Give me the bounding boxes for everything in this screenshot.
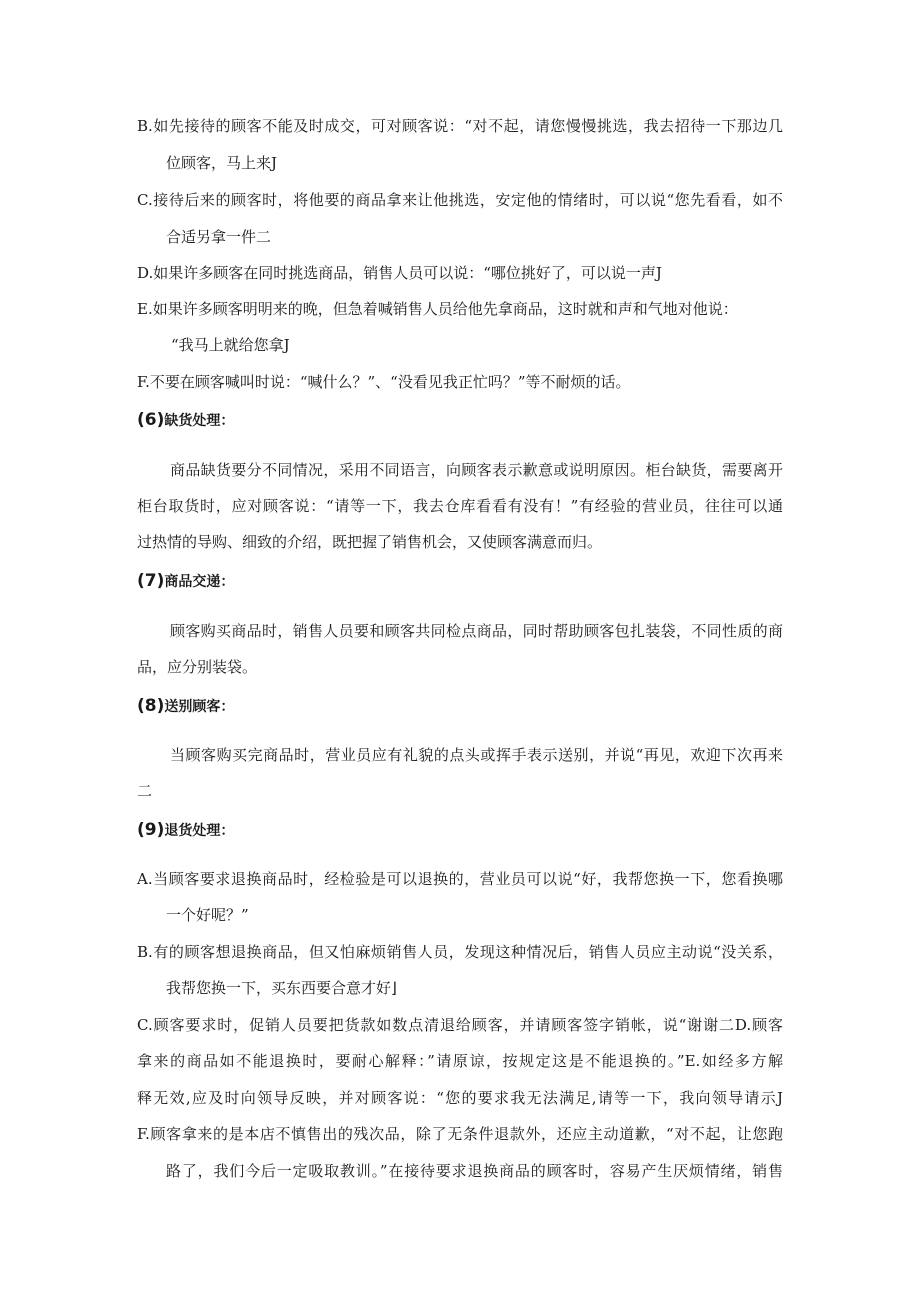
heading-7 <box>137 570 234 593</box>
para-8-line-2: 二 <box>137 782 153 800</box>
para-8-line-1: 当顾客购买完商品时，营业员应有礼貌的点头或挥手表示送别，并说“再见，欢迎下次再来 <box>170 746 783 764</box>
item-b9-line-1: B.有的顾客想退换商品，但又怕麻烦销售人员，发现这种情况后，销售人员应主动说“没关系， <box>137 943 783 961</box>
item-c-line-1: C.接待后来的顾客时，将他要的商品拿来让他挑选，安定他的情绪时，可以说“您先看看，如不 <box>137 191 783 209</box>
item-f-line-1: F.不要在顾客喊叫时说：“喊什么？”、“没看见我正忙吗？”等不耐烦的话。 <box>137 373 631 391</box>
para-6-line-3: 过热情的导购、细致的介绍，既把握了销售机会，又使顾客满意而归。 <box>137 533 603 551</box>
para-6-line-1: 商品缺货要分不同情况，采用不同语言，向顾客表示歉意或说明原因。柜台缺货，需要离开 <box>170 461 783 479</box>
heading-9 <box>137 819 234 842</box>
heading-6-number: (6) <box>137 410 165 430</box>
item-c9-line-1: C.顾客要求时，促销人员要把货款如数点清退给顾客，并请顾客签字销帐，说“谢谢二D.顾客 <box>137 1016 783 1034</box>
heading-9-number: (9) <box>137 820 165 840</box>
heading-8-number: (8) <box>137 696 165 716</box>
heading-8-title: 送别顾客： <box>164 699 235 715</box>
para-7-line-2: 品，应分别装袋。 <box>137 658 258 676</box>
item-c-line-2: 合适另拿一件二 <box>166 228 272 246</box>
heading-9-title: 退货处理： <box>164 823 235 839</box>
para-6-line-2: 柜台取货时，应对顾客说：“请等一下，我去仓库看看有没有！”有经验的营业员，往往可以通 <box>137 497 783 515</box>
item-f9-line-1: F.顾客拿来的是本店不慎售出的残次品，除了无条件退款外，还应主动道歉，“对不起，让您跑 <box>137 1125 783 1143</box>
item-a9-line-1: A.当顾客要求退换商品时，经检验是可以退换的，营业员可以说“好，我帮您换一下，您看换哪 <box>137 870 783 888</box>
heading-8 <box>137 695 234 718</box>
item-f9-line-2: 路了，我们今后一定吸取教训。”在接待要求退换商品的顾客时，容易产生厌烦情绪，销售 <box>166 1162 783 1180</box>
item-b-line-1: B.如先接待的顾客不能及时成交，可对顾客说：“对不起，请您慢慢挑选，我去招待一下那边几 <box>137 117 783 135</box>
item-c9-line-3: 释无效,应及时向领导反映，并对顾客说：“您的要求我无法满足,请等一下，我向领导请示J <box>137 1089 783 1107</box>
para-7-line-1: 顾客购买商品时，销售人员要和顾客共同检点商品，同时帮助顾客包扎装袋，不同性质的商 <box>170 622 783 640</box>
item-a9-line-2: 一个好呢？” <box>166 906 249 924</box>
heading-7-number: (7) <box>137 571 165 591</box>
item-e-line-1: E.如果许多顾客明明来的晚，但急着喊销售人员给他先拿商品，这时就和声和气地对他说： <box>137 300 738 318</box>
heading-7-title: 商品交递： <box>164 574 235 590</box>
item-d-line-1: D.如果许多顾客在同时挑选商品，销售人员可以说：“哪位挑好了，可以说一声J <box>137 264 662 282</box>
heading-6 <box>137 409 234 432</box>
heading-6-title: 缺货处理： <box>164 413 235 429</box>
item-b9-line-2-text: 我帮您换一下，买东西要合意才好 <box>166 979 392 997</box>
item-b9-line-2: 我帮您换一下，买东西要合意才好⌋ <box>166 979 397 997</box>
item-c9-line-2: 拿来的商品如不能退换时，要耐心解释：”请原谅，按规定这是不能退换的。”E.如经多方解 <box>137 1052 783 1070</box>
item-b-line-2: 位顾客，马上来J <box>166 154 278 172</box>
item-e-line-2: “我马上就给您拿J <box>171 336 290 354</box>
